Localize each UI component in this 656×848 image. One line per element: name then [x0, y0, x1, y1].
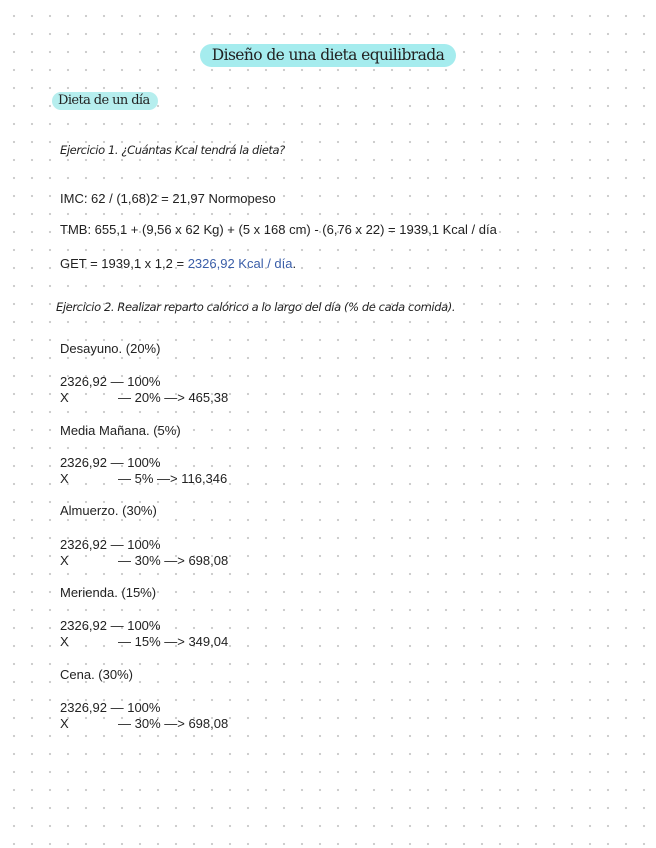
calc-x: X — [60, 716, 69, 731]
exercise-2-heading: Ejercicio 2. Realizar reparto calórico a lo largo del día (% de cada comida). — [56, 300, 456, 314]
meal-calc-desayuno — [60, 374, 228, 406]
meal-label-media-manana: Media Mañana. (5%) — [60, 423, 181, 438]
calc-x: X — [60, 634, 69, 649]
get-line — [60, 256, 296, 271]
meal-label-almuerzo: Almuerzo. (30%) — [60, 503, 157, 518]
calc-x: X — [60, 471, 69, 486]
calc-x: X — [60, 553, 69, 568]
meal-label-merienda: Merienda. (15%) — [60, 585, 157, 600]
tmb-line: TMB: 655,1 + (9,56 x 62 Kg) + (5 x 168 cm) - (6,76 x 22) = 1939,1 Kcal / día — [60, 222, 497, 237]
title-container — [0, 44, 656, 67]
meal-calc-media-manana — [60, 455, 227, 487]
calc-line-result: — 15% —> 349,04 — [118, 634, 229, 649]
calc-x: X — [60, 390, 69, 405]
page-title: Diseño de una dieta equilibrada — [200, 44, 456, 67]
meal-calc-cena — [60, 700, 228, 732]
imc-line: IMC: 62 / (1,68)2 = 21,97 Normopeso — [60, 191, 276, 206]
calc-line-result: — 5% —> 116,346 — [118, 471, 228, 486]
meal-calc-merienda — [60, 618, 228, 650]
calc-line-result: — 30% —> 698,08 — [118, 716, 229, 731]
meal-calc-almuerzo — [60, 537, 228, 569]
exercise-1-heading: Ejercicio 1. ¿Cuántas Kcal tendrá la dieta? — [60, 143, 285, 157]
calc-line-result: — 20% —> 465,38 — [118, 390, 229, 405]
calc-line-result: — 30% —> 698,08 — [118, 553, 229, 568]
calc-line-total: 2326,92 — 100% — [60, 618, 161, 633]
meal-label-cena: Cena. (30%) — [60, 667, 133, 682]
calc-line-total: 2326,92 — 100% — [60, 374, 161, 389]
section-subtitle: Dieta de un día — [52, 92, 158, 110]
calc-line-total: 2326,92 — 100% — [60, 455, 161, 470]
calc-line-total: 2326,92 — 100% — [60, 537, 161, 552]
get-prefix: GET = 1939,1 x 1,2 = — [60, 256, 188, 271]
get-result: 2326,92 Kcal / día — [187, 256, 293, 271]
meal-label-desayuno: Desayuno. (20%) — [60, 341, 161, 356]
get-suffix: . — [292, 256, 297, 271]
calc-line-total: 2326,92 — 100% — [60, 700, 161, 715]
